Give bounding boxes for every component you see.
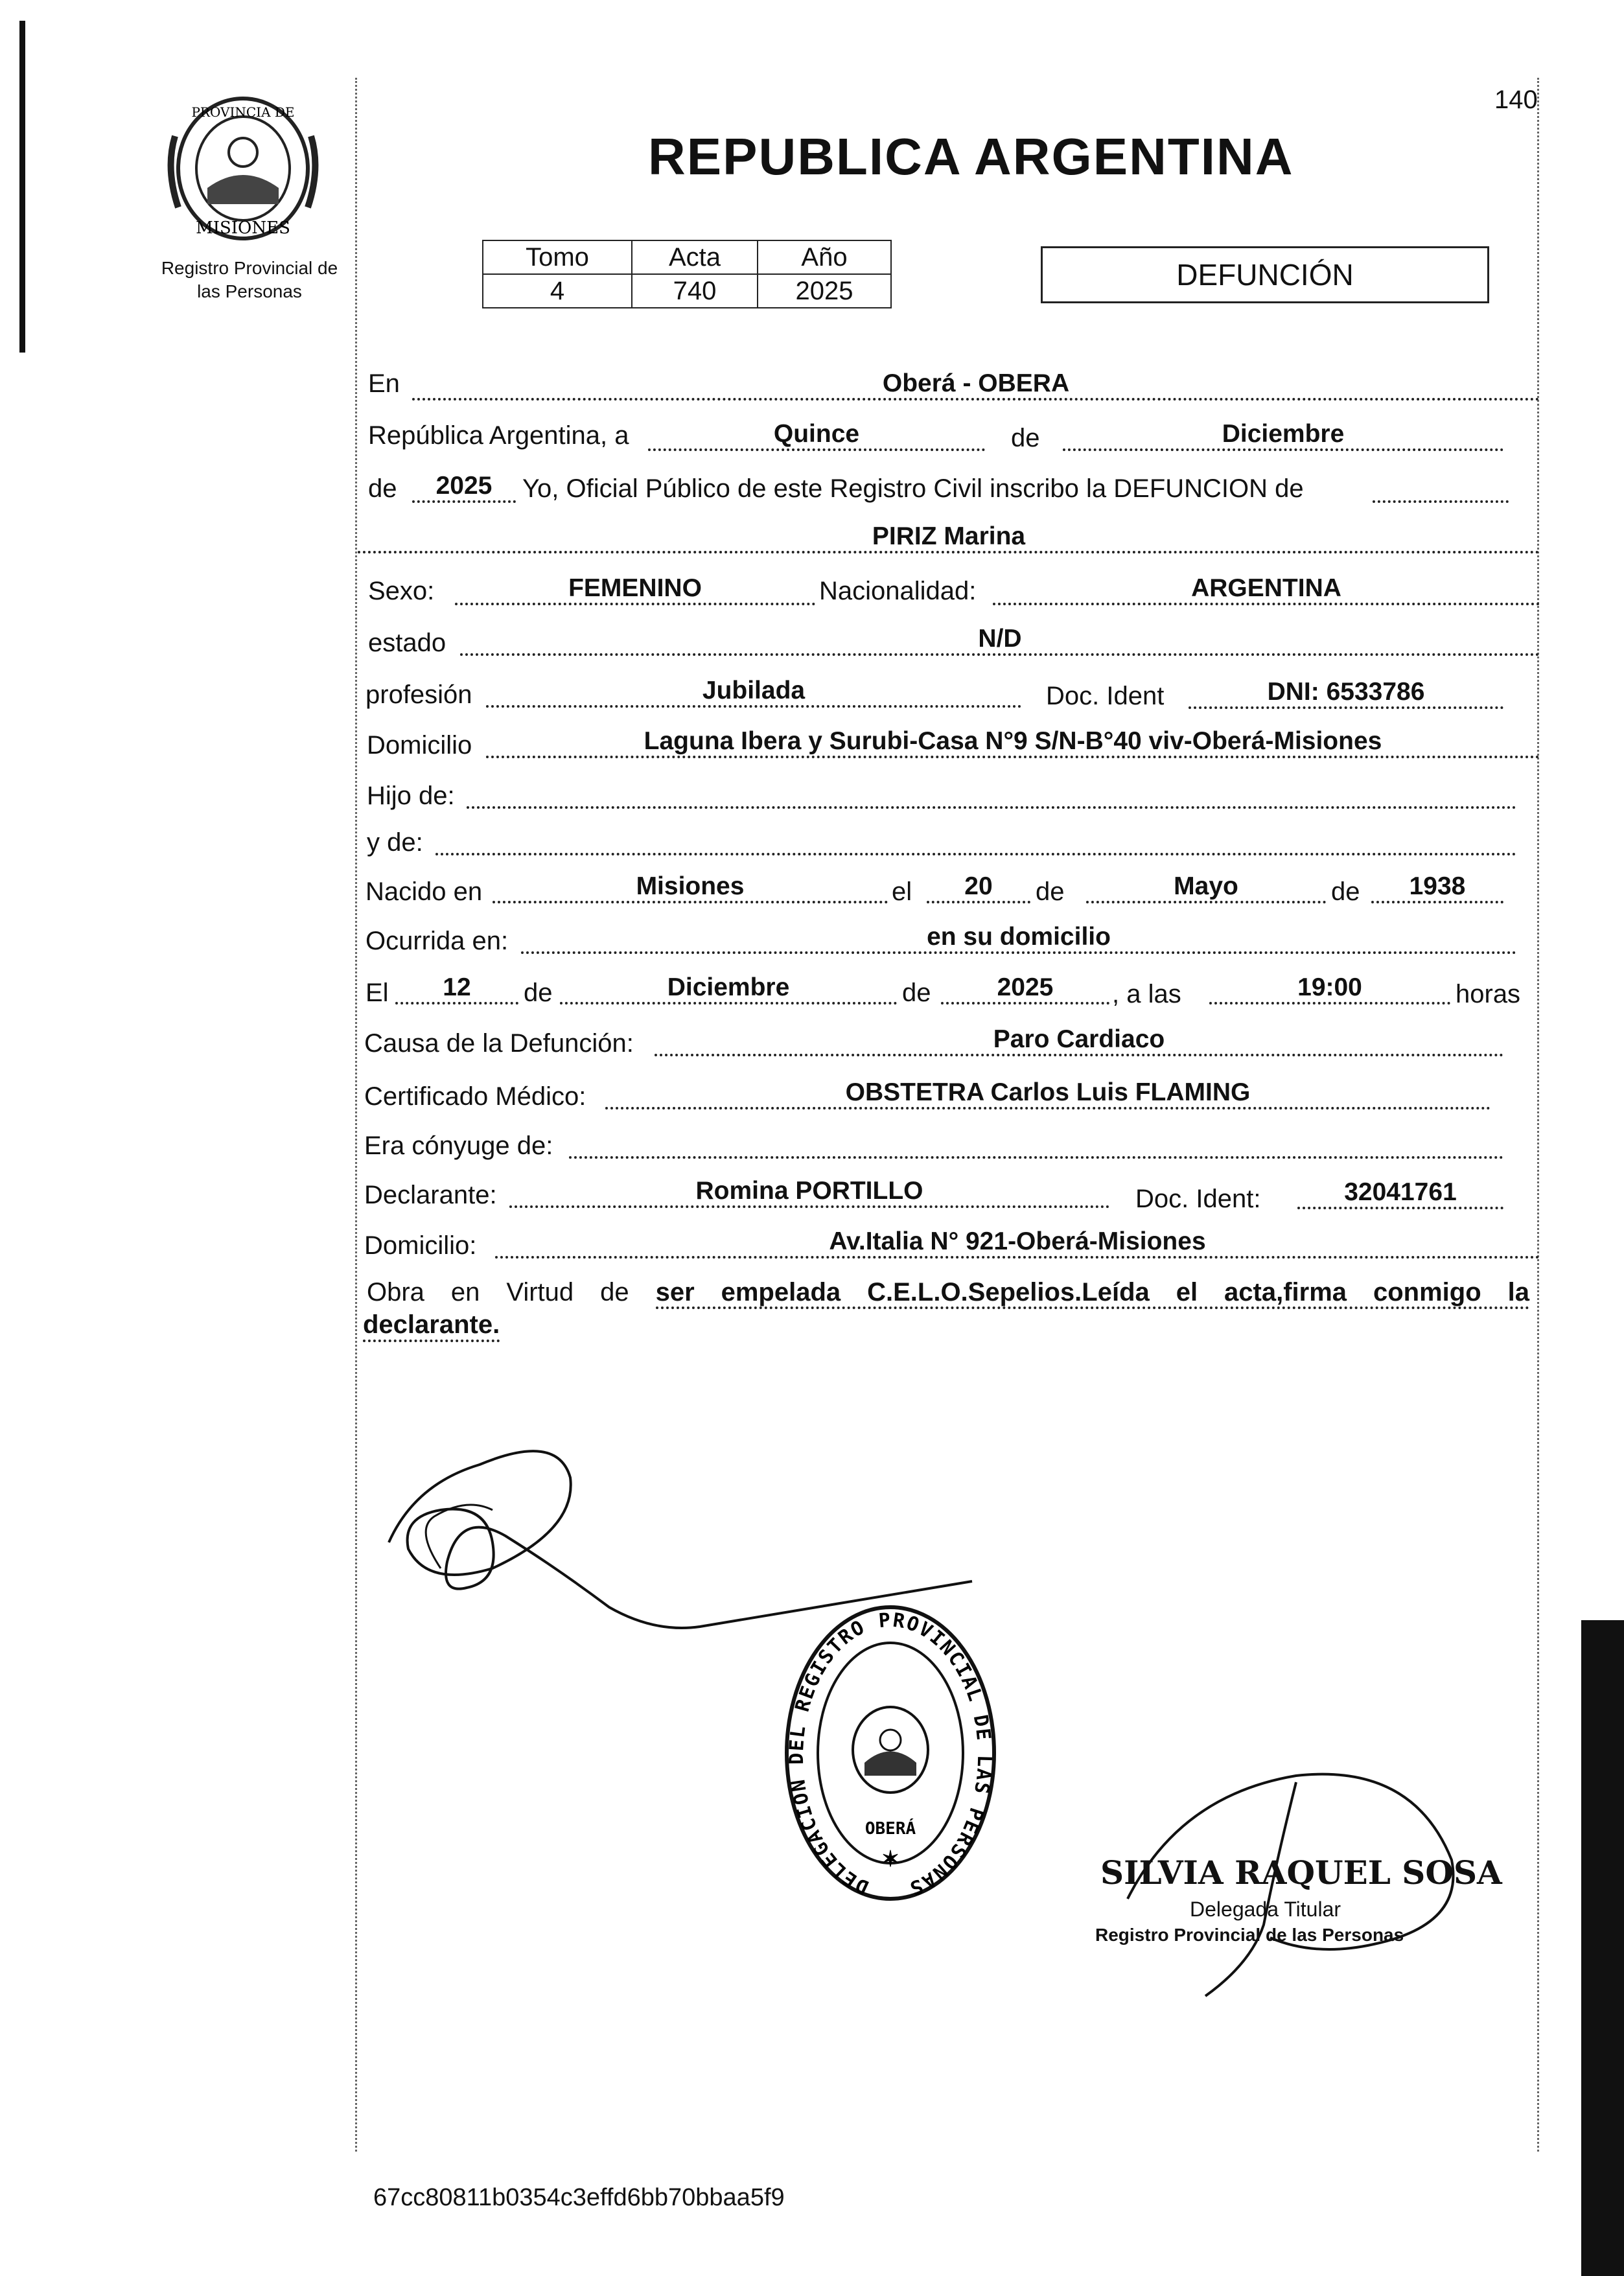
label-declarante: Declarante: bbox=[364, 1181, 497, 1209]
field-certificate: OBSTETRA Carlos Luis FLAMING bbox=[605, 1078, 1491, 1109]
field-doc: DNI: 6533786 bbox=[1189, 678, 1503, 709]
seal-top-text: PROVINCIA DE bbox=[191, 104, 295, 120]
scan-edge-left bbox=[19, 21, 25, 353]
label-en: En bbox=[368, 369, 400, 398]
field-spouse bbox=[569, 1128, 1503, 1159]
label-de-4: de bbox=[1331, 877, 1360, 906]
field-death-day: 12 bbox=[395, 973, 518, 1004]
label-conyuge: Era cónyuge de: bbox=[364, 1132, 553, 1160]
field-day-text: Quince bbox=[648, 420, 985, 451]
field-father bbox=[467, 778, 1516, 809]
label-hijo-de: Hijo de: bbox=[367, 782, 455, 810]
field-death-month: Diciembre bbox=[560, 973, 897, 1004]
anio-value: 2025 bbox=[758, 274, 891, 308]
label-de-1: de bbox=[1011, 424, 1040, 452]
field-occurred-in: en su domicilio bbox=[521, 923, 1516, 954]
svg-text:✶: ✶ bbox=[881, 1847, 900, 1872]
label-a-las: , a las bbox=[1112, 980, 1181, 1008]
official-name: SILVIA RAQUEL SOSA bbox=[1100, 1853, 1502, 1892]
label-nacido-en: Nacido en bbox=[365, 877, 483, 906]
label-el-cap: El bbox=[365, 979, 389, 1007]
field-declarant-doc: 32041761 bbox=[1297, 1178, 1503, 1209]
acta-value: 740 bbox=[632, 274, 758, 308]
left-margin-line bbox=[355, 78, 357, 2152]
label-republica: República Argentina, a bbox=[368, 421, 629, 450]
field-birth-place: Misiones bbox=[493, 872, 888, 903]
label-profesion: profesión bbox=[365, 680, 472, 709]
province-seal bbox=[162, 91, 324, 246]
label-doc-ident-2: Doc. Ident: bbox=[1135, 1185, 1261, 1213]
page-number: 140 bbox=[1494, 86, 1538, 114]
stamp-city: OBERÁ bbox=[864, 1819, 916, 1839]
label-de-6: de bbox=[902, 979, 931, 1007]
tomo-value: 4 bbox=[483, 274, 632, 308]
anio-header: Año bbox=[758, 240, 891, 274]
field-birth-month: Mayo bbox=[1086, 872, 1326, 903]
field-address: Laguna Ibera y Surubi-Casa N°9 S/N-B°40 viv-Oberá-Misiones bbox=[486, 727, 1540, 758]
label-ocurrida-en: Ocurrida en: bbox=[365, 927, 509, 955]
field-death-time: 19:00 bbox=[1209, 973, 1450, 1004]
field-mother bbox=[435, 824, 1516, 855]
label-estado: estado bbox=[368, 629, 447, 657]
document-hash: 67cc80811b0354c3effd6bb70bbaa5f9 bbox=[373, 2184, 785, 2211]
label-sexo: Sexo: bbox=[368, 577, 435, 605]
reference-table bbox=[482, 240, 892, 308]
label-de-5: de bbox=[524, 979, 553, 1007]
field-declarant-address: Av.Italia N° 921-Oberá-Misiones bbox=[495, 1227, 1540, 1259]
official-role: Delegada Titular bbox=[1190, 1898, 1341, 1921]
label-de-2: de bbox=[368, 474, 397, 503]
field-civil-state: N/D bbox=[460, 625, 1540, 656]
field-sex: FEMENINO bbox=[455, 574, 815, 605]
seal-bottom-text: MISIONES bbox=[196, 218, 290, 238]
field-obra-text-2: declarante. bbox=[363, 1310, 500, 1342]
scan-edge-right bbox=[1581, 1620, 1624, 2276]
label-causa: Causa de la Defunción: bbox=[364, 1029, 634, 1058]
label-nacionalidad: Nacionalidad: bbox=[819, 577, 977, 605]
delegation-stamp bbox=[780, 1601, 1001, 1905]
acta-header: Acta bbox=[632, 240, 758, 274]
field-birth-day: 20 bbox=[927, 872, 1030, 903]
obra-paragraph: Obra en Virtud de ser empelada C.E.L.O.Sepelios.Leída el acta,firma conmigo la bbox=[367, 1278, 1529, 1307]
label-doc-ident: Doc. Ident bbox=[1046, 682, 1165, 710]
field-birth-year: 1938 bbox=[1371, 872, 1503, 903]
record-type-box: DEFUNCIÓN bbox=[1041, 246, 1489, 303]
stamp-text: DELEGACION DEL REGISTRO PROVINCIAL DE LAS PERSONAS bbox=[785, 1608, 996, 1900]
field-cause: Paro Cardiaco bbox=[655, 1025, 1503, 1056]
field-blank-1 bbox=[1373, 472, 1509, 503]
field-place: Oberá - OBERA bbox=[412, 369, 1540, 401]
field-profession: Jubilada bbox=[486, 677, 1021, 708]
label-yo-oficial: Yo, Oficial Público de este Registro Civil inscribo la DEFUNCION de bbox=[522, 474, 1304, 503]
field-month-text: Diciembre bbox=[1063, 420, 1503, 451]
field-deceased-name: PIRIZ Marina bbox=[358, 522, 1540, 553]
label-domicilio: Domicilio bbox=[367, 731, 472, 760]
reference-header-row bbox=[483, 240, 891, 274]
issuing-organization: Registro Provincial de las Personas bbox=[161, 258, 338, 301]
document-title: REPUBLICA ARGENTINA bbox=[648, 128, 1294, 185]
field-declarant: Romina PORTILLO bbox=[509, 1177, 1109, 1208]
field-year: 2025 bbox=[412, 472, 516, 503]
field-death-year: 2025 bbox=[941, 973, 1109, 1004]
reference-value-row bbox=[483, 274, 891, 308]
label-domicilio-2: Domicilio: bbox=[364, 1231, 477, 1260]
label-el: el bbox=[892, 877, 912, 906]
field-obra-text: ser empelada C.E.L.O.Sepelios.Leída el acta,firma conmigo la bbox=[656, 1278, 1529, 1309]
label-de-3: de bbox=[1036, 877, 1065, 906]
label-certificado: Certificado Médico: bbox=[364, 1082, 586, 1111]
official-organization: Registro Provincial de las Personas bbox=[1095, 1925, 1404, 1945]
tomo-header: Tomo bbox=[483, 240, 632, 274]
field-nationality: ARGENTINA bbox=[993, 574, 1540, 605]
label-y-de: y de: bbox=[367, 828, 423, 857]
label-horas: horas bbox=[1456, 980, 1521, 1008]
